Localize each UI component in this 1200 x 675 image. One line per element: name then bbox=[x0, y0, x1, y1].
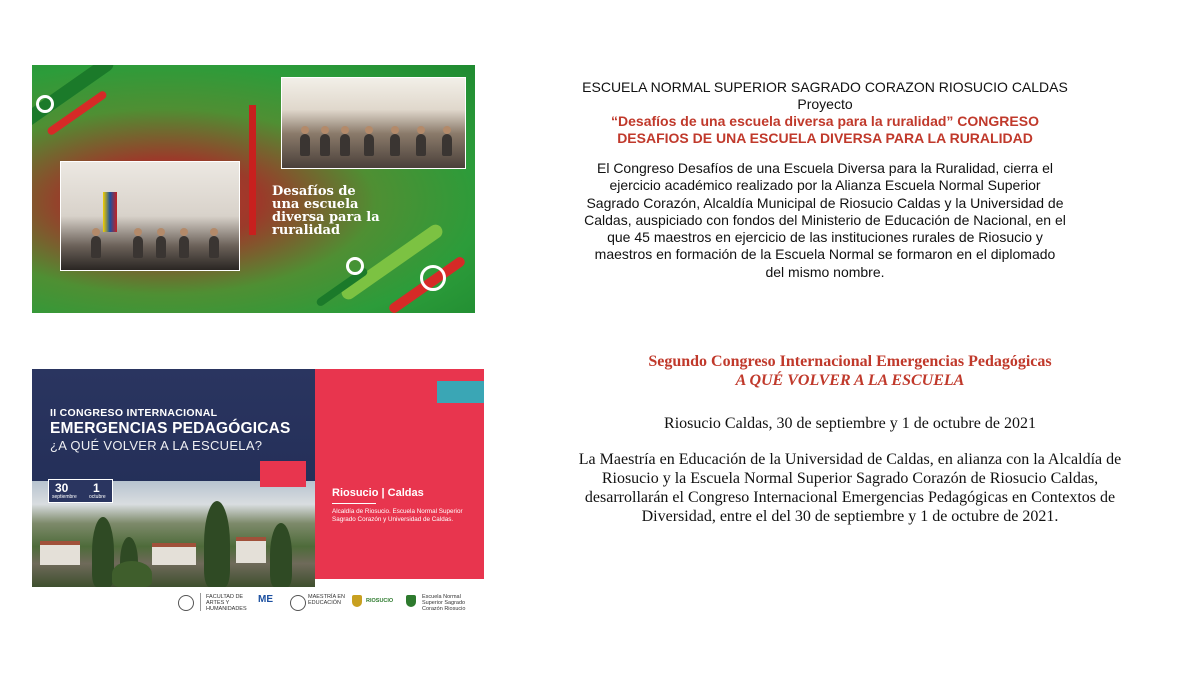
date-month-2: octubre bbox=[89, 494, 106, 500]
person bbox=[416, 134, 426, 156]
auditorium-photo bbox=[60, 161, 240, 271]
poster-question: ¿A QUÉ VOLVER A LA ESCUELA? bbox=[50, 438, 263, 453]
date-month-1: septiembre bbox=[52, 494, 77, 500]
shield-icon bbox=[406, 595, 416, 607]
classroom-photo bbox=[281, 77, 466, 169]
tree bbox=[204, 501, 230, 587]
banner-title: Desafíos de una escuela diversa para la ruralidad bbox=[272, 184, 380, 238]
decor-ring bbox=[346, 257, 364, 275]
person bbox=[390, 134, 400, 156]
body-line: maestros en formación de la Escuela Normal se formaron en el diplomado bbox=[594, 246, 1056, 263]
house bbox=[40, 541, 80, 565]
body-line: El Congreso Desafíos de una Escuela Diversa para la Ruralidad, cierra el bbox=[596, 160, 1053, 176]
date-day-1: 30 bbox=[55, 481, 69, 495]
poster-organizers: Alcaldía de Riosucio. Escuela Normal Superior Sagrado Corazón y Universidad de Caldas. bbox=[332, 508, 463, 523]
me-logo: ME bbox=[258, 594, 273, 605]
school-name: ESCUELA NORMAL SUPERIOR SAGRADO CORAZON RIOSUCIO CALDAS bbox=[582, 79, 1068, 95]
university-seal-icon bbox=[178, 595, 194, 611]
poster-subtitle: II CONGRESO INTERNACIONAL bbox=[50, 407, 218, 419]
tree bbox=[270, 523, 292, 587]
red-accent-bar bbox=[249, 105, 256, 235]
faculty-logo: FACULTAD DE ARTES Y HUMANIDADES bbox=[206, 594, 247, 612]
congress-photo-banner bbox=[32, 65, 475, 313]
decor-ring bbox=[36, 95, 54, 113]
person bbox=[340, 134, 350, 156]
date-badge bbox=[48, 479, 113, 503]
divider bbox=[332, 503, 376, 504]
body-line: ejercicio académico realizado por la Alianza Escuela Normal Superior bbox=[609, 177, 1041, 194]
house bbox=[236, 537, 266, 563]
person bbox=[442, 134, 452, 156]
body-line: Sagrado Corazón, Alcaldía Municipal de Riosucio Caldas y la Universidad de bbox=[586, 194, 1064, 211]
congress-title: Segundo Congreso Internacional Emergencias Pedagógicas bbox=[648, 353, 1052, 370]
riosucio-logo: RIOSUCIO bbox=[366, 598, 394, 604]
poster-title: EMERGENCIAS PEDAGÓGICAS bbox=[50, 420, 291, 437]
normal-school-logo: Escuela Normal Superior Sagrado Corazón Riosucio bbox=[422, 594, 466, 612]
body-line: La Maestría en Educación de la Universidad de Caldas, en alianza con la Alcaldía de bbox=[578, 451, 1122, 468]
body-line: desarrollarán el Congreso Internacional Emergencias Pedagógicas en Contextos de bbox=[584, 489, 1116, 506]
person bbox=[300, 134, 310, 156]
person bbox=[156, 236, 166, 258]
person bbox=[179, 236, 189, 258]
flags bbox=[103, 192, 117, 232]
project-description bbox=[560, 79, 1090, 281]
body-line: Caldas, auspiciado con fondos del Ministerio de Educación de Nacional, en el bbox=[584, 211, 1066, 228]
person bbox=[91, 236, 101, 258]
tree bbox=[112, 561, 152, 587]
project-title-line-2: DESAFIOS DE UNA ESCUELA DIVERSA PARA LA RURALIDAD bbox=[617, 130, 1033, 146]
shield-icon bbox=[352, 595, 362, 607]
body-line: que 45 maestros en ejercicio de las instituciones rurales de Riosucio y bbox=[607, 229, 1043, 246]
red-accent bbox=[260, 461, 306, 487]
maestria-logo: MAESTRÍA EN EDUCACIÓN bbox=[308, 594, 345, 606]
university-seal-icon bbox=[290, 595, 306, 611]
person bbox=[209, 236, 219, 258]
congress-poster bbox=[32, 369, 484, 617]
congress-subtitle: A QUÉ VOLVER A LA ESCUELA bbox=[735, 372, 965, 389]
poster-place: Riosucio | Caldas bbox=[332, 487, 424, 499]
congress-body bbox=[540, 450, 1160, 526]
logo-separator bbox=[200, 593, 201, 611]
person bbox=[133, 236, 143, 258]
body-line: del mismo nombre. bbox=[765, 263, 885, 280]
project-title-line-1: “Desafíos de una escuela diversa para la ruralidad” CONGRESO bbox=[611, 113, 1039, 129]
teal-accent bbox=[437, 381, 484, 403]
project-label: Proyecto bbox=[797, 96, 853, 112]
body-line: Riosucio y la Escuela Normal Superior Sagrado Corazón de Riosucio Caldas, bbox=[601, 470, 1099, 487]
congress-place-date: Riosucio Caldas, 30 de septiembre y 1 de octubre de 2021 bbox=[664, 415, 1036, 432]
body-line: Diversidad, entre el del 30 de septiembre y 1 de octubre de 2021. bbox=[641, 508, 1059, 525]
person bbox=[364, 134, 374, 156]
project-body bbox=[560, 160, 1090, 281]
date-day-2: 1 bbox=[93, 481, 100, 495]
house bbox=[152, 543, 196, 565]
congress-announcement bbox=[540, 352, 1160, 526]
person bbox=[320, 134, 330, 156]
tree bbox=[92, 517, 114, 587]
decor-ring bbox=[420, 265, 446, 291]
